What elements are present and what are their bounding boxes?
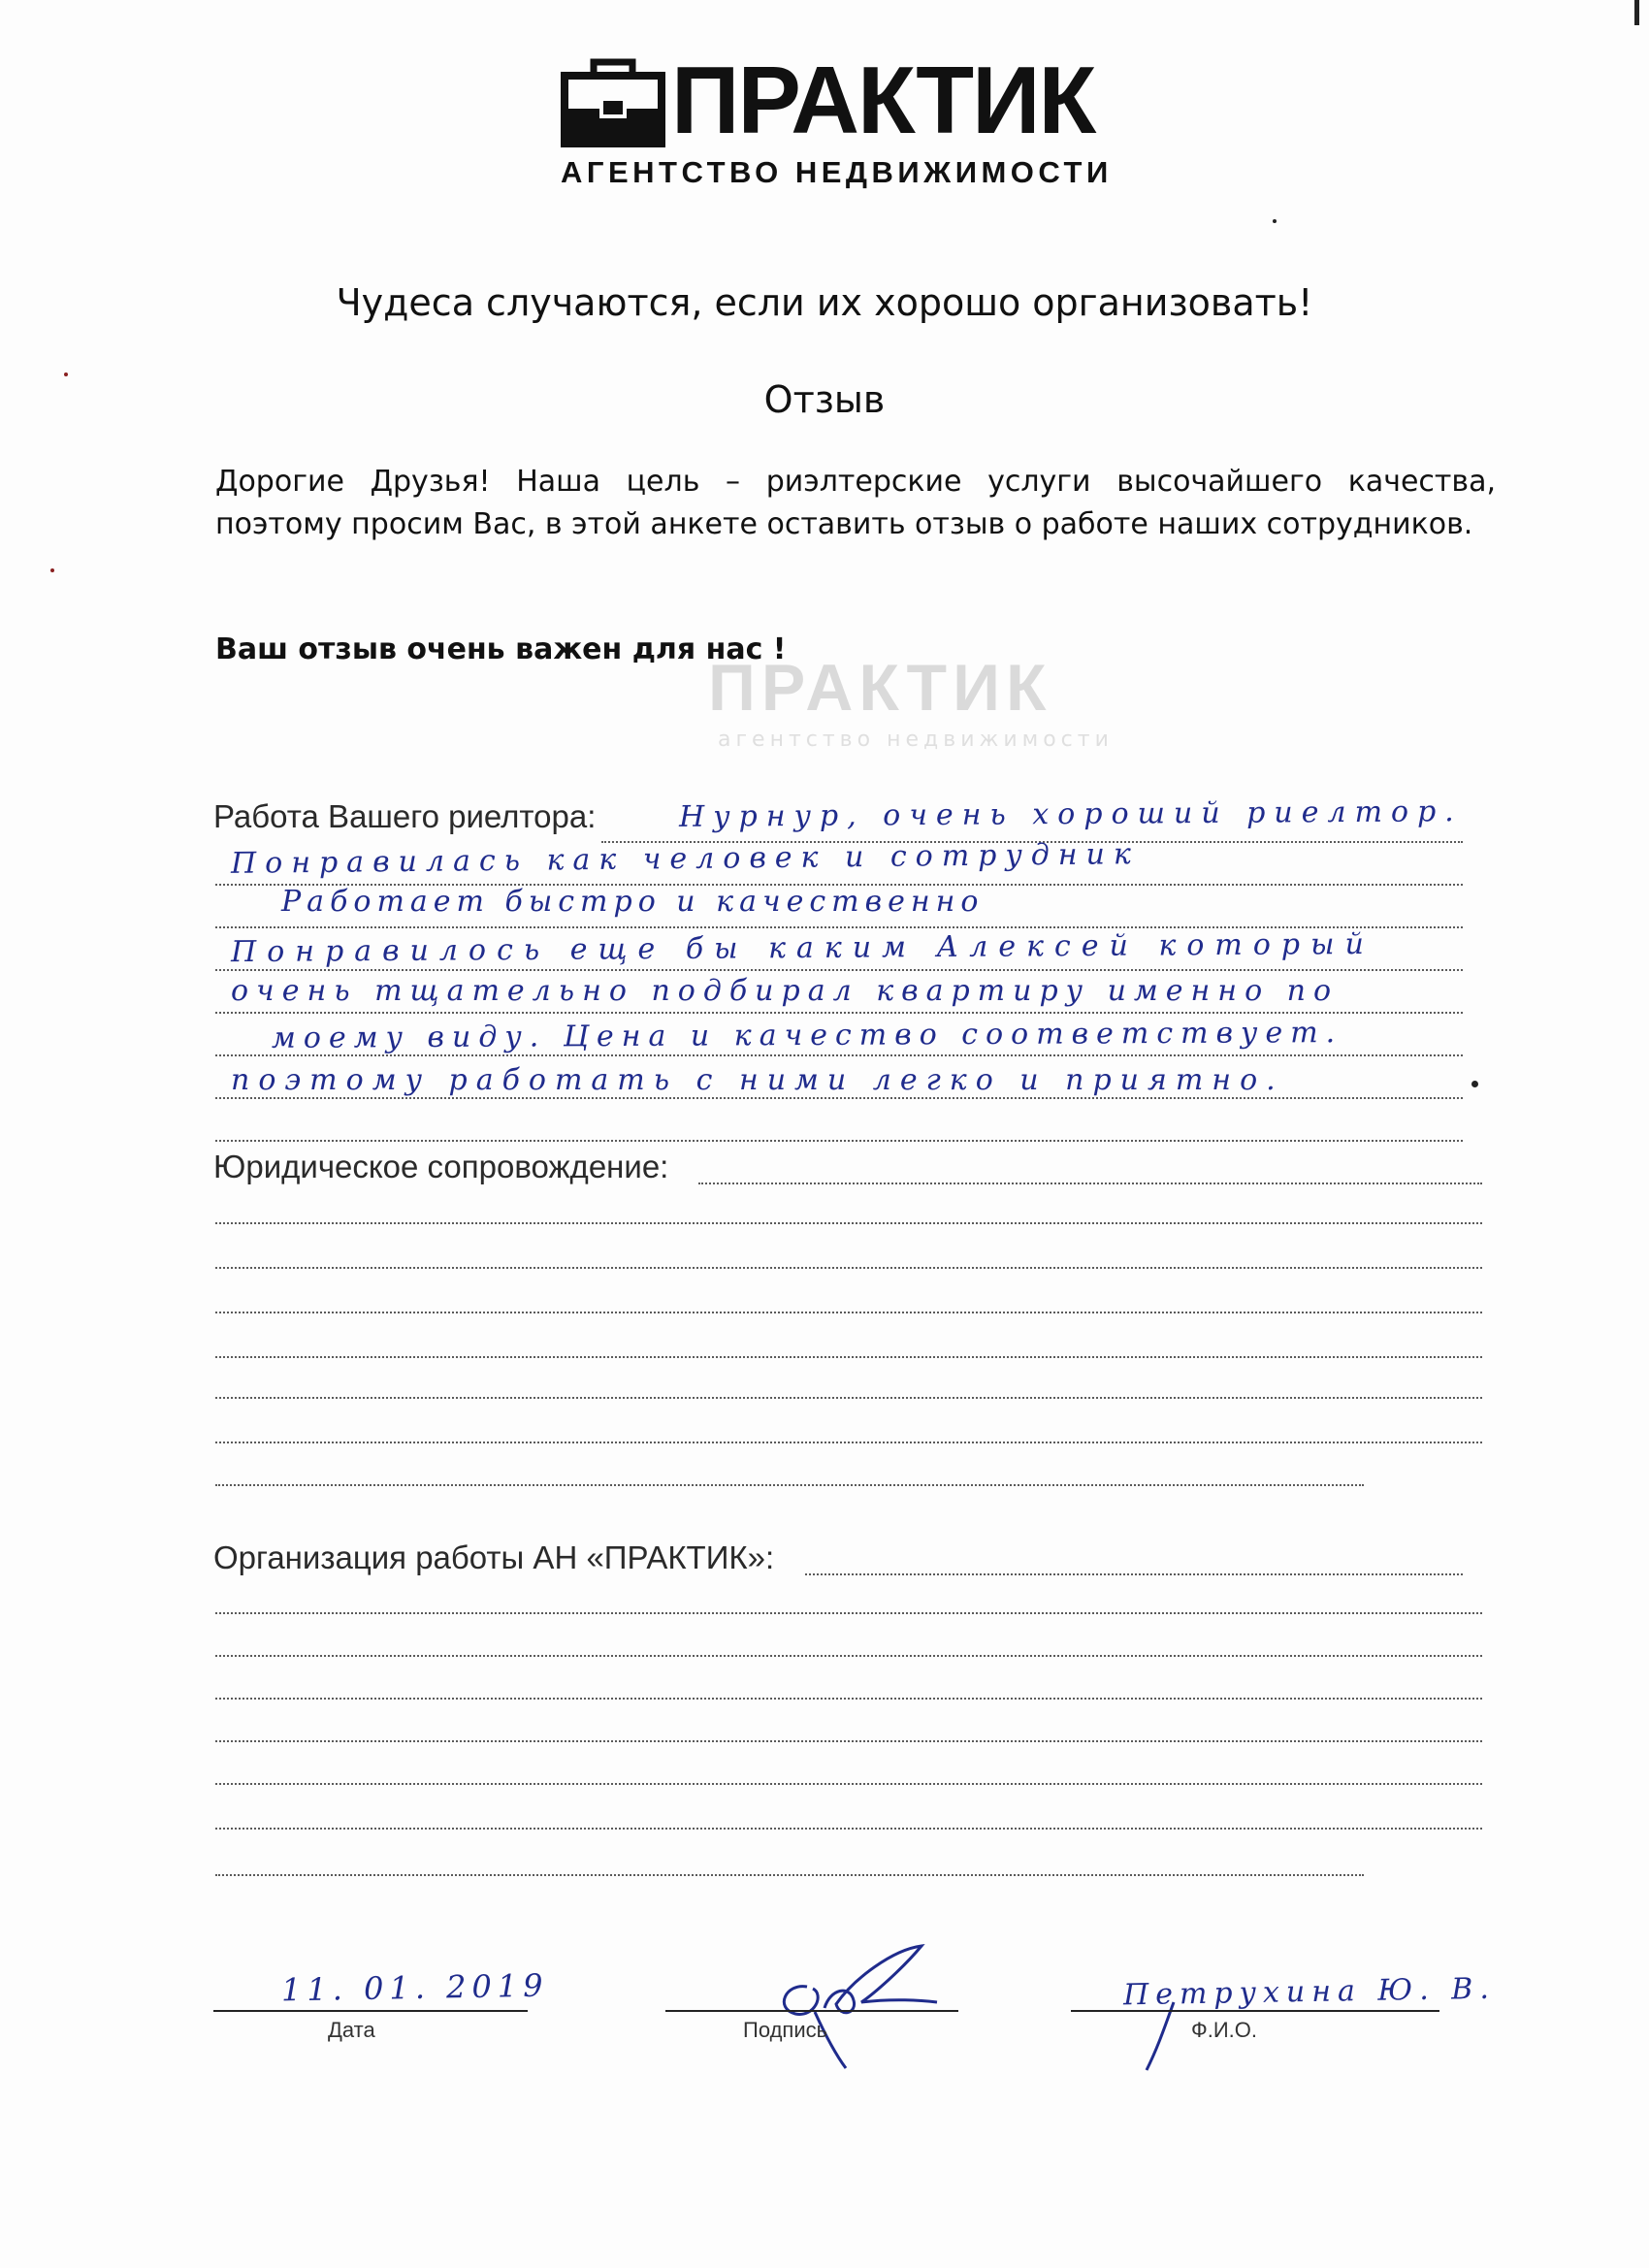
dotted-line	[215, 1054, 1463, 1056]
scan-speck	[1471, 1081, 1478, 1087]
stamp-title: ПРАКТИК	[708, 651, 1052, 725]
handwritten-line: Понравилась как человек и сотрудник	[230, 837, 1140, 881]
signature-line	[665, 2010, 958, 2012]
name-caption: Ф.И.О.	[1191, 2018, 1257, 2042]
faded-stamp	[708, 650, 1164, 766]
dotted-line	[215, 1828, 1482, 1830]
page-title: Отзыв	[763, 378, 886, 421]
handwritten-line: очень тщательно подбирал квартиру именно по	[231, 974, 1340, 1008]
dotted-line	[215, 1097, 1463, 1099]
dotted-line	[215, 1442, 1482, 1443]
handwritten-line: Нурнур, очень хороший риелтор.	[678, 794, 1463, 834]
handwritten-line: поэтому работать с ними легко и приятно.	[231, 1063, 1284, 1097]
scan-speck	[1273, 219, 1277, 223]
dotted-line	[805, 1573, 1463, 1575]
dotted-line	[215, 969, 1463, 971]
slogan: Чудеса случаются, если их хорошо организовать!	[336, 281, 1313, 324]
logo-subtitle: АГЕНТСТВО НЕДВИЖИМОСТИ	[561, 155, 1113, 189]
name-line	[1071, 2010, 1439, 2012]
signature-caption: Подпись	[743, 2018, 828, 2042]
organization-label: Организация работы АН «ПРАКТИК»:	[213, 1539, 778, 1576]
dotted-line	[215, 1012, 1463, 1014]
dotted-line	[215, 1612, 1482, 1614]
scan-speck	[1634, 0, 1639, 25]
dotted-line	[215, 1874, 1364, 1876]
intro-paragraph: Дорогие Друзья! Наша цель – риэлтерские услуги высочайшего качества, поэтому просим Вас, в этой анкете оставить отзыв о работе наших сотрудников.	[215, 465, 1496, 541]
dotted-line	[215, 1655, 1482, 1657]
scan-speck	[50, 568, 54, 572]
handwritten-line: Понравилось еще бы каким Алексей который	[230, 926, 1374, 970]
dotted-line	[215, 1140, 1463, 1142]
scan-speck	[64, 373, 68, 376]
dotted-line	[215, 1356, 1482, 1358]
legal-label: Юридическое сопровождение:	[213, 1149, 672, 1185]
dotted-line	[215, 1740, 1482, 1742]
dotted-line	[215, 1698, 1482, 1700]
name-value: Петрухина Ю. В.	[1122, 1971, 1497, 2013]
logo-title: ПРАКТИК	[671, 47, 1095, 153]
dotted-line	[215, 1222, 1482, 1224]
dotted-line	[215, 1484, 1364, 1486]
date-value: 11. 01. 2019	[280, 1966, 549, 2009]
agency-logo	[557, 47, 1158, 194]
important-note: Ваш отзыв очень важен для нас !	[215, 632, 787, 666]
handwritten-signature	[757, 1940, 951, 2076]
dotted-line	[215, 1397, 1482, 1399]
dotted-line	[215, 1312, 1482, 1313]
handwritten-line: моему виду. Цена и качество соответствует.	[271, 1016, 1343, 1055]
handwritten-line: Работает быстро и качественно	[281, 885, 985, 919]
date-caption: Дата	[328, 2018, 375, 2042]
briefcase-icon	[557, 58, 669, 151]
dotted-line	[215, 1783, 1482, 1785]
dotted-line	[698, 1183, 1482, 1184]
realtor-label: Работа Вашего риелтора:	[213, 798, 599, 835]
dotted-line	[215, 1267, 1482, 1269]
stamp-subtitle: агентство недвижимости	[718, 728, 1114, 752]
date-line	[213, 2010, 528, 2012]
